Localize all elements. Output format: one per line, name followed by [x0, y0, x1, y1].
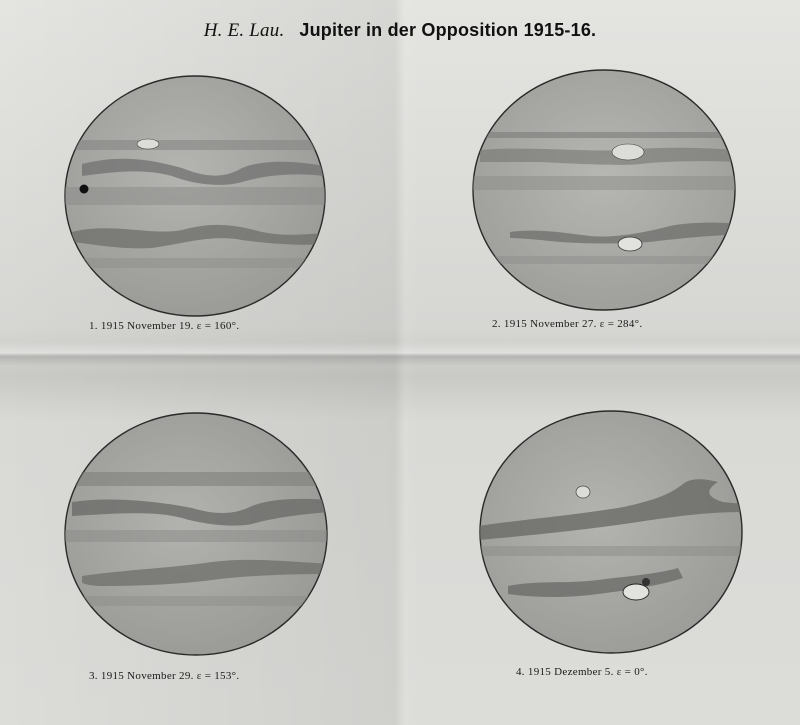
jupiter-disk-4: [478, 408, 744, 656]
page-title: [0, 20, 800, 42]
jupiter-disk-2: [470, 66, 738, 314]
jupiter-drawing-4: [478, 408, 744, 656]
jupiter-drawing-2: [470, 66, 738, 314]
jupiter-drawing-3: [62, 410, 330, 658]
figure-3-caption: 3. 1915 November 29. ε = 153°.: [89, 670, 240, 682]
figure-2-caption: 2. 1915 November 27. ε = 284°.: [492, 318, 643, 330]
title-main: Jupiter in der Opposition 1915-16.: [299, 20, 597, 40]
paper-fold: [0, 342, 800, 366]
jupiter-disk-3: [62, 410, 330, 658]
jupiter-drawing-1: [62, 72, 328, 320]
figure-1-caption: 1. 1915 November 19. ε = 160°.: [89, 320, 240, 332]
title-author: H. E. Lau.: [203, 20, 285, 41]
jupiter-disk-1: [62, 72, 328, 320]
figure-4-caption: 4. 1915 Dezember 5. ε = 0°.: [516, 666, 648, 678]
